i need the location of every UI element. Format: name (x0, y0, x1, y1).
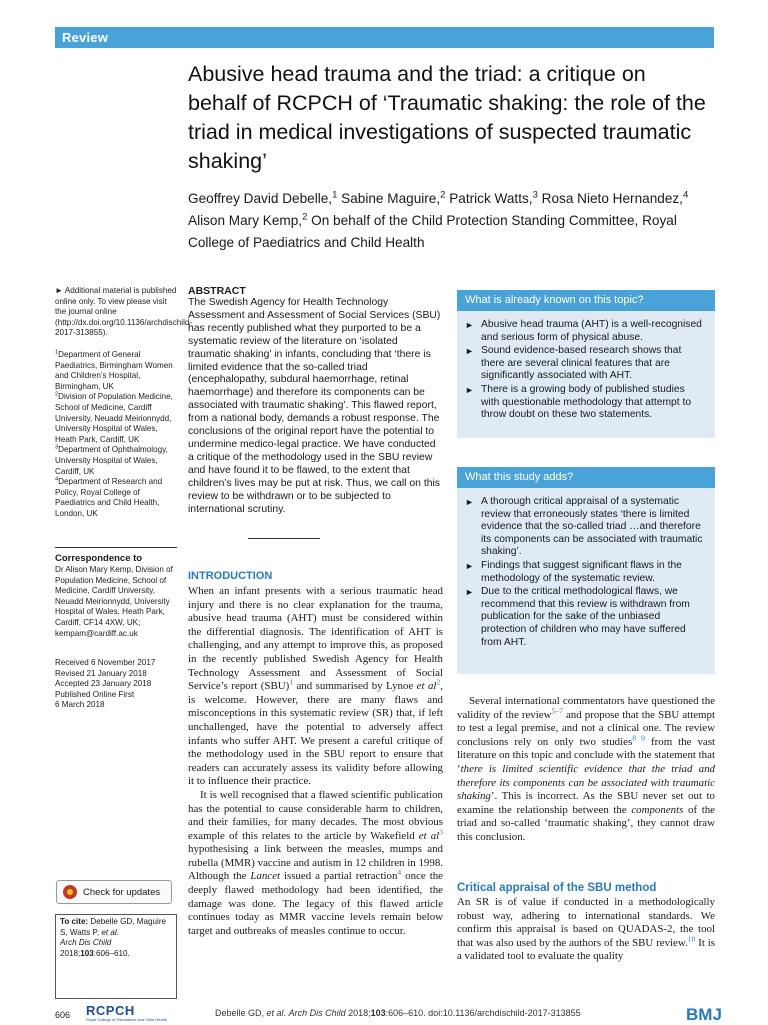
introduction-heading: INTRODUCTION (188, 570, 273, 582)
bullet-item: ► A thorough critical appraisal of a systematic review that erroneously states ‘there is limited evidence that the so-called triad …and therefore its components can be associated with traumatic shaking’. (465, 496, 705, 559)
correspondence-body: Dr Alison Mary Kemp, Division of Population Medicine, School of Medicine, Cardiff University, Neuadd Meirionnydd, University Hospital of Wales, Heath Park, Cardiff, CF14 4XW, UK; kempam@cardiff.ac.uk (55, 565, 173, 638)
section-heading: Critical appraisal of the SBU method (457, 882, 657, 894)
body-paragraph: An SR is of value if conducted in a methodologically robust way, adhering to international standards. We confirm this appraisal is based on QUADAS-2, the tool that was also used by the authors of the SBU review.$^{10}$ It is a validated tool to evaluate the quality (457, 896, 715, 963)
page-number: 606 (55, 1010, 71, 1020)
ref-link[interactable]: 8 9 (632, 733, 645, 743)
cite-etal: et al. (101, 927, 119, 937)
box-heading: What this study adds? (457, 467, 715, 488)
ref-link[interactable]: 2 (436, 677, 441, 687)
ref-link[interactable]: 5–7 (551, 705, 563, 715)
cite-journal: Arch Dis Child (60, 938, 112, 947)
additional-material-note: ► Additional material is published online only. To view please visit the journal online (http://dx.doi.org/10.1136/archdischild-2017-313855). (55, 286, 193, 338)
check-updates-label: Check for updates (83, 886, 161, 898)
ref-link[interactable]: 4 (397, 867, 402, 877)
affil-number: 2 (55, 391, 59, 398)
bullet-item: ► Due to the critical methodological flaws, we recommend that this review is withdrawn from publication for the sake of the unbiased protection of children who may have suffered from AHT. (465, 586, 705, 649)
check-for-updates-button[interactable] (56, 880, 172, 904)
cite-volume: 103 (80, 948, 94, 958)
abstract-body: The Swedish Agency for Health Technology Assessment and Assessment of Social Services (SBU) has recently published what they purported to be a systematic review of the literature on ‘isolated traumatic shaking’ in infants, concluding that ‘there is limited evidence that the so-called triad (encephalopathy, subdural haemorrhage, retinal haemorrhage) and therefore its components can be associated with traumatic shaking’. This flawed report, from a national body, demands a robust response. The conclusions of the original report have the potential to undermine medico-legal practice. We have conducted a critique of the methodology used in the SBU review and have found it to be flawed, to the extent that children’s lives may be put at risk. Thus, we call on this review to be withdrawn or to be subjected to international scrutiny. (188, 297, 441, 515)
cite-year: 2018; (60, 948, 81, 958)
affiliation-text: Division of Population Medicine, School of Medicine, Cardiff University, Neuadd Meirionnydd, University Hospital of Wales, Heath Park, Cardiff, UK (55, 392, 173, 444)
ref-link[interactable]: 10 (687, 934, 696, 944)
author-name: Patrick Watts, (445, 191, 533, 206)
box-heading: What is already known on this topic? (457, 290, 715, 311)
affil-number: 1 (55, 349, 59, 356)
bullet-item: ► There is a growing body of published studies with questionable methodology that attempt to throw doubt on these two statements. (465, 384, 705, 422)
rcpch-logo-subtitle: Royal College of Paediatrics and Child Health (86, 1017, 167, 1022)
citation-box (55, 914, 177, 999)
affil-number: 4 (55, 476, 59, 483)
body-paragraph (457, 695, 715, 845)
affil-ref: 2 (440, 189, 446, 201)
divider (248, 538, 320, 539)
ref-link[interactable]: 3 (439, 827, 443, 837)
paragraph: It is well recognised that a flawed scientific publication has the potential to cause considerable harm to children, and their families, for many decades. The most obvious example of this relates to the article by Wakefield et $al^3$ hypothesising a link between the measles, mumps and rubella (MMR) vaccine and autism in 12 children in 1998. Although the Lancet issued a partial retraction$^4$ once the deeply flawed methodology had been identified, the damage was done. The legacy of this flawed article continues today as MMR vaccine levels remain below target and outbreaks of measles continue to occur. (188, 788, 443, 937)
affiliation-item (55, 350, 177, 392)
correspondence-heading: Correspondence to (55, 553, 143, 564)
rcpch-logo: RCPCH (86, 1003, 135, 1018)
author-group: On behalf of the Child Protection Standing Committee, Royal College of Paediatrics and Child Health (188, 213, 677, 250)
affiliation-text: Department of Research and Policy, Royal College of Paediatrics and Child Health, London, UK (55, 477, 163, 518)
affiliation-item (55, 445, 177, 477)
date-published: 6 March 2018 (55, 700, 105, 710)
date-published-label: Published Online First (55, 689, 135, 699)
cite-authors: Debelle GD, Maguire S, Watts P, (60, 917, 167, 937)
paragraph: Several international commentators have questioned the validity of the review$^{5-7}$ and propose that the SBU attempt to test a legal premise, and not a clinical one. The review conclusions rely on only two studies$^{8 9}$ from the vast literature on this topic and conclude with the statement that ‘there is limited scientific evidence that the triad and therefore its components can be associated with traumatic shaking’. This is incorrect. As the SBU never set out to examine the relationship between the components of the triad and so-called ‘traumatic shaking’, they cannot draw this conclusion. (457, 695, 716, 843)
paragraph: When an infant presents with a serious traumatic head injury and there is no clear explanation for the trauma, abusive head trauma (AHT) must be considered within the differential diagnosis. The identification of AHT is challenging, and any attempt to improve this, as proposed in the recently published Swedish Agency for Health Technology Assessment and Assessment of Social Service’s report (SBU)$^1$ and summarised by Lynoe et $al^2$, is welcome. However, there are many flaws and misconceptions in this systematic review (SR) that, if left unchallenged, have the potential to adversely affect infants who suffer AHT. We present a careful critique of the methodology used in the SBU report to ensure that readers can accurately assess its validity before allowing it to influence their practice. (188, 585, 443, 788)
affil-ref: 4 (682, 189, 689, 201)
author-name: Rosa Nieto Hernandez, (537, 191, 683, 206)
footer-citation: Debelle GD, et al. Arch Dis Child 2018;103:606–610. doi:10.1136/archdischild-2017-313855 (215, 1008, 581, 1018)
affil-ref: 2 (302, 211, 308, 223)
date-revised: Revised 21 January 2018 (55, 668, 147, 678)
divider (55, 547, 177, 548)
affil-number: 3 (55, 444, 59, 451)
affiliation-text: Department of General Paediatrics, Birmingham Women and Children’s Hospital, Birmingham, UK (55, 350, 173, 391)
author-name: Sabine Maguire, (337, 191, 441, 206)
affiliation-text: Department of Ophthalmology, University Hospital of Wales, Cardiff, UK (55, 445, 168, 476)
date-received: Received 6 November 2017 (55, 658, 156, 667)
author-name: Alison Mary Kemp, (188, 213, 303, 228)
bullet-item: ► Abusive head trauma (AHT) is a well-recognised and serious form of physical abuse. (465, 319, 705, 344)
date-accepted: Accepted 23 January 2018 (55, 679, 152, 689)
section-label: Review (62, 30, 109, 45)
introduction-body (188, 585, 443, 938)
author-list (188, 188, 718, 254)
study-adds-box (457, 467, 715, 674)
affiliation-item (55, 477, 177, 519)
section-header-bar (55, 27, 714, 48)
affiliation-item (55, 392, 177, 445)
author-name: Geoffrey David Debelle, (188, 191, 333, 206)
crossmark-icon (63, 885, 77, 899)
abstract-heading: ABSTRACT (188, 285, 246, 297)
article-dates (55, 658, 177, 711)
bullet-list (457, 488, 715, 656)
bullet-item: ► Sound evidence-based research shows that there are several clinical features that are significantly associated with AHT. (465, 345, 705, 383)
ref-link[interactable]: 1 (289, 677, 294, 687)
cite-pages: :606–610. (93, 948, 130, 958)
bullet-item: ► Findings that suggest significant flaws in the methodology of the systematic review. (465, 560, 705, 585)
affil-ref: 1 (332, 189, 338, 201)
affil-ref: 3 (532, 189, 538, 201)
article-title: Abusive head trauma and the triad: a critique on behalf of RCPCH of ‘Traumatic shaking: the role of the triad in medical investigations of suspected traumatic shaking’ (188, 62, 706, 173)
affiliations (55, 350, 177, 520)
cite-label: To cite: (60, 917, 89, 926)
bullet-list (457, 311, 715, 429)
bmj-logo: BMJ (686, 1005, 722, 1024)
known-on-topic-box (457, 290, 715, 438)
